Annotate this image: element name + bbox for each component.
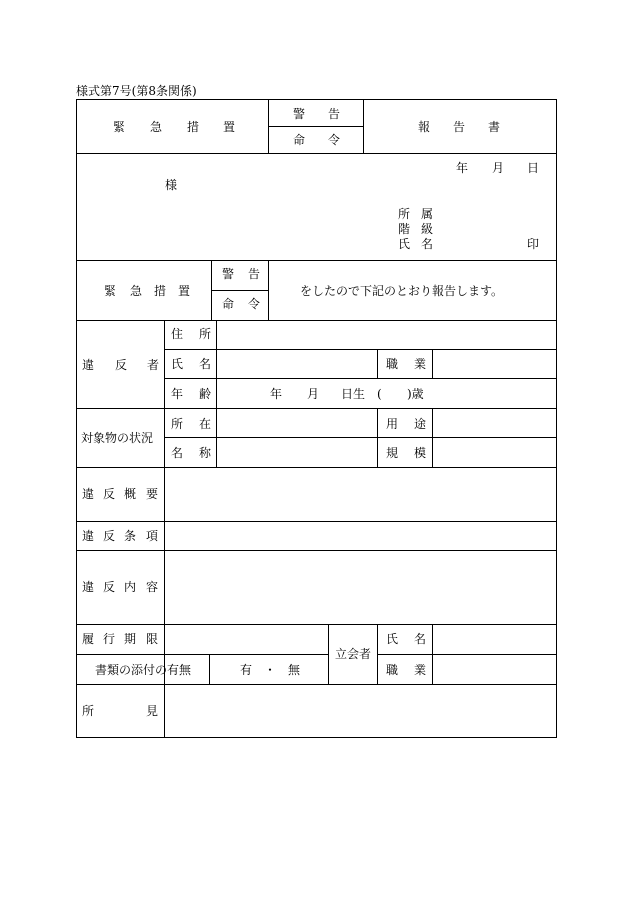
- birth-year: 年: [270, 387, 283, 401]
- gaiyo-char: 違: [82, 487, 95, 501]
- umu-no: 無: [288, 663, 301, 677]
- violator-label-char: 違: [82, 358, 95, 372]
- gaiyo-char: 反: [103, 487, 116, 501]
- violator-shimei-char: 氏: [171, 357, 184, 371]
- shozoku-char: 所: [398, 207, 411, 221]
- measure-label-char: 急: [130, 284, 143, 298]
- shoken-char: 所: [82, 704, 95, 718]
- naiyo-char: 違: [82, 580, 95, 594]
- date-year: 年: [456, 161, 469, 175]
- shimei-char: 名: [421, 237, 434, 251]
- kigen-char: 行: [103, 632, 116, 646]
- gaiyo-char: 要: [146, 487, 159, 501]
- measure-keikoku-char: 告: [248, 267, 261, 281]
- shozai-char: 所: [171, 417, 184, 431]
- hokokusho-char: 告: [453, 120, 466, 134]
- naiyo-char: 内: [124, 580, 137, 594]
- sama-label: 様: [165, 178, 178, 192]
- meirei-char: 命: [293, 133, 306, 147]
- kaikyu-char: 級: [421, 222, 434, 236]
- measure-keikoku-char: 警: [222, 267, 235, 281]
- shozai-char: 在: [199, 417, 212, 431]
- hokokusho-char: 書: [488, 120, 501, 134]
- date-month: 月: [492, 161, 505, 175]
- age-open-paren: (: [377, 387, 382, 401]
- kinkyu-sochi-char: 緊: [113, 120, 126, 134]
- measure-meirei-char: 令: [248, 297, 261, 311]
- nenrei-char: 年: [171, 387, 184, 401]
- tachiai-shokugyo-char: 職: [386, 663, 399, 677]
- violator-label-char: 者: [147, 358, 160, 372]
- meisho-char: 称: [199, 446, 212, 460]
- tachiai-shimei-char: 氏: [386, 632, 399, 646]
- shokugyo-char: 業: [414, 357, 427, 371]
- kaikyu-char: 階: [398, 222, 411, 236]
- violator-shimei-char: 名: [199, 357, 212, 371]
- tenpu-label: 書類の添付の有無: [95, 663, 192, 677]
- target-label: 対象物の状況: [81, 431, 154, 445]
- age-close-paren: )歳: [407, 387, 424, 401]
- measure-meirei-char: 命: [222, 297, 235, 311]
- kinkyu-sochi-char: 急: [150, 120, 163, 134]
- tachiai-shimei-char: 名: [414, 632, 427, 646]
- yoto-char: 途: [414, 417, 427, 431]
- joko-char: 反: [103, 529, 116, 543]
- umu-dot: ・: [264, 663, 277, 677]
- shozoku-char: 属: [421, 207, 434, 221]
- measure-label-char: 措: [154, 284, 167, 298]
- tachiai-shokugyo-char: 業: [414, 663, 427, 677]
- naiyo-char: 容: [146, 580, 159, 594]
- joko-char: 違: [82, 529, 95, 543]
- umu-yes: 有: [240, 663, 253, 677]
- hokokusho-char: 報: [418, 120, 431, 134]
- form-title: 様式第7号(第8条関係): [76, 84, 197, 98]
- kibo-char: 模: [414, 446, 427, 460]
- birth-month: 月: [307, 387, 320, 401]
- joko-char: 条: [124, 529, 137, 543]
- violator-label-char: 反: [115, 358, 128, 372]
- measure-statement: をしたので下記のとおり報告します。: [300, 284, 504, 298]
- kibo-char: 規: [386, 446, 399, 460]
- meirei-char: 令: [328, 133, 341, 147]
- tachiai-label: 立会者: [335, 647, 372, 661]
- shokugyo-char: 職: [386, 357, 399, 371]
- keikoku-char: 告: [328, 107, 341, 121]
- gaiyo-char: 概: [124, 487, 137, 501]
- shoken-char: 見: [146, 704, 159, 718]
- naiyo-char: 反: [103, 580, 116, 594]
- meisho-char: 名: [171, 446, 184, 460]
- kinkyu-sochi-char: 置: [223, 120, 236, 134]
- kigen-char: 履: [82, 632, 95, 646]
- kinkyu-sochi-char: 措: [187, 120, 200, 134]
- birth-day: 日生: [341, 387, 366, 401]
- date-day: 日: [527, 161, 540, 175]
- shimei-char: 氏: [398, 237, 411, 251]
- in-seal-label: 印: [527, 237, 540, 251]
- joko-char: 項: [146, 529, 159, 543]
- measure-label-char: 置: [178, 284, 191, 298]
- jusho-char: 住: [171, 327, 184, 341]
- kigen-char: 限: [146, 632, 159, 646]
- keikoku-char: 警: [293, 107, 306, 121]
- yoto-char: 用: [386, 417, 399, 431]
- jusho-char: 所: [199, 327, 212, 341]
- measure-label-char: 緊: [104, 284, 117, 298]
- kigen-char: 期: [124, 632, 137, 646]
- nenrei-char: 齢: [199, 387, 212, 401]
